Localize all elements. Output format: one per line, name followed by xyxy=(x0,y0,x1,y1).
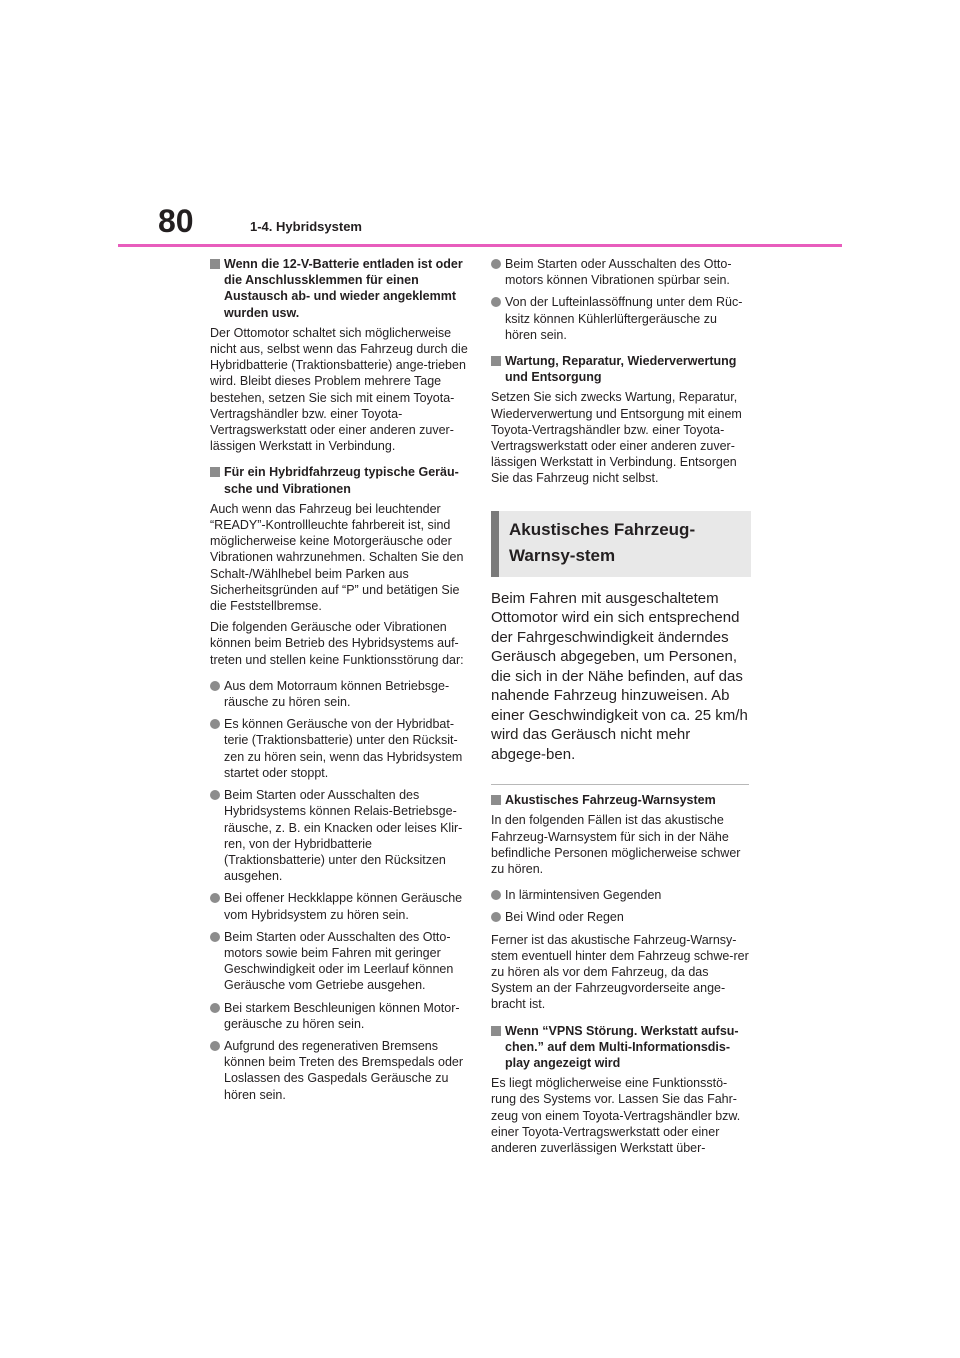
paragraph: Der Ottomotor schaltet sich möglicherweise nicht aus, selbst wenn das Fahrzeug durch die Hybridbatterie (Traktionsbatterie) ange-trieben wird. Bleibt dieses Problem mehrere Tage bestehen, setzen Sie sich mit einem Toyota-Vertragshändler bzw. einer Toyota-Vertragswerkstatt oder einer anderen zuver-lässigen Werkstatt in Verbindung. xyxy=(210,325,468,454)
square-bullet-icon xyxy=(491,356,501,366)
circle-bullet-icon xyxy=(491,890,501,900)
list-item-text: Beim Starten oder Ausschalten des Otto-motors können Vibrationen spürbar sein. xyxy=(505,257,732,288)
list-item xyxy=(491,256,749,288)
right-column xyxy=(491,256,749,1161)
heading-text: Für ein Hybridfahrzeug typische Geräu-sche und Vibrationen xyxy=(224,465,459,496)
list-item-text: Bei starkem Beschleunigen können Motor-geräusche zu hören sein. xyxy=(224,1000,460,1031)
heading-warning-system xyxy=(491,792,749,808)
paragraph: Die folgenden Geräusche oder Vibrationen können beim Betrieb des Hybridsystems auf-treten und stellen keine Funktionsstörung dar: xyxy=(210,620,464,667)
list-item xyxy=(210,787,468,884)
list-item-text: Aufgrund des regenerativen Bremsens können beim Treten des Bremspedals oder Loslassen des Gaspedals Geräusche zu hören sein. xyxy=(224,1038,464,1102)
list-item xyxy=(210,929,468,994)
heading-text: Akustisches Fahrzeug-Warnsystem xyxy=(505,793,716,808)
list-item xyxy=(210,1038,468,1103)
list-item-text: Bei Wind oder Regen xyxy=(505,910,624,925)
list-item-text: Von der Lufteinlassöffnung unter dem Rüc-ksitz können Kühlerlüftergeräusche zu hören sein. xyxy=(505,295,743,342)
circle-bullet-icon xyxy=(210,1041,220,1051)
heading-text: Wartung, Reparatur, Wiederverwertung und Entsorgung xyxy=(505,354,737,385)
list-item xyxy=(210,890,468,922)
square-bullet-icon xyxy=(210,259,220,269)
divider xyxy=(491,784,749,785)
paragraph: Auch wenn das Fahrzeug bei leuchtender “READY”-Kontrollleuchte fahrbereit ist, sind möglicherweise keine Motorgeräusche oder Vibrationen wahrzunehmen. Schalten Sie den Schalt-/Wählhebel beim Parken aus Sicherheitsgründen auf “P” und betätigen Sie die Feststellbremse. xyxy=(210,501,464,614)
circle-bullet-icon xyxy=(491,259,501,269)
circle-bullet-icon xyxy=(210,790,220,800)
circle-bullet-icon xyxy=(210,932,220,942)
circle-bullet-icon xyxy=(210,1003,220,1013)
list-item xyxy=(210,1000,468,1032)
circle-bullet-icon xyxy=(491,912,501,922)
circle-bullet-icon xyxy=(210,681,220,691)
paragraph: Setzen Sie sich zwecks Wartung, Reparatur, Wiederverwertung und Entsorgung mit einem Toyota-Vertragshändler bzw. einer Toyota-Vertragswerkstatt oder einer anderen zuver-lässigen Werkstatt in Verbindung. Entsorgen Sie das Fahrzeug nicht selbst. xyxy=(491,390,742,486)
list-item-text: Beim Starten oder Ausschalten des Hybridsystems können Relais-Betriebsge-räusche, z. B. ein Knacken oder leises Klir-ren, von der Hybridbatterie (Traktionsbatterie) unter den Rücksitzen ausgehen. xyxy=(224,788,463,884)
list-item xyxy=(210,716,468,781)
page-number: 80 xyxy=(158,203,194,239)
list-item-text: Es können Geräusche von der Hybridbat-terie (Traktionsbatterie) unter den Rücksit-zen zu hören sein, wenn das Hybridsystem startet oder stoppt. xyxy=(224,717,463,780)
left-column xyxy=(210,256,468,1109)
list-item-text: Aus dem Motorraum können Betriebsge-räusche zu hören sein. xyxy=(224,678,450,710)
paragraph: Es liegt möglicherweise eine Funktionsstö-rung des Systems vor. Lassen Sie das Fahr-zeug von einem Toyota-Vertragshändler bzw. einer Toyota-Vertragswerkstatt oder einer anderen zuverlässigen Werkstatt über- xyxy=(491,1076,741,1155)
heading-text: Wenn die 12-V-Batterie entladen ist oder die Anschlussklemmen für einen Austausch ab- und wieder angeklemmt wurden usw. xyxy=(224,257,463,320)
list-item xyxy=(491,909,749,925)
section-title: 1-4. Hybridsystem xyxy=(250,219,362,234)
paragraph: In den folgenden Fällen ist das akustische Fahrzeug-Warnsystem für sich in der Nähe befindliche Personen möglicherweise schwer zu hören. xyxy=(491,813,741,876)
list-item xyxy=(491,294,749,343)
circle-bullet-icon xyxy=(491,297,501,307)
circle-bullet-icon xyxy=(210,893,220,903)
header-divider xyxy=(118,244,842,247)
paragraph: Ferner ist das akustische Fahrzeug-Warnsy-stem eventuell hinter dem Fahrzeug schwe-rer zu hören als vor dem Fahrzeug, da das System an der Fahrzeugvorderseite ange-bracht ist. xyxy=(491,932,749,1012)
square-bullet-icon xyxy=(210,467,220,477)
heading-noises xyxy=(210,464,468,496)
list-item-text: Beim Starten oder Ausschalten des Otto-motors sowie beim Fahren mit geringer Geschwindigkeit oder im Leerlauf können Geräusche vom Getriebe ausgehen. xyxy=(224,929,454,993)
list-item xyxy=(210,678,468,710)
square-bullet-icon xyxy=(491,795,501,805)
heading-text: Wenn “VPNS Störung. Werkstatt aufsu-chen.” auf dem Multi-Informationsdis-play angezeigt wird xyxy=(505,1023,739,1070)
heading-battery xyxy=(210,256,468,321)
circle-bullet-icon xyxy=(210,719,220,729)
list-item-text: Bei offener Heckklappe können Geräusche vom Hybridsystem zu hören sein. xyxy=(224,891,463,922)
square-bullet-icon xyxy=(491,1026,501,1036)
intro-paragraph: Beim Fahren mit ausgeschaltetem Ottomotor wird ein sich entsprechend der Fahrgeschwindigkeit änderndes Geräusch abgegeben, um Personen, die sich in der Nähe befinden, auf das nahende Fahrzeug hinzuweisen. Ab einer Geschwindigkeit von ca. 25 km/h wird das Geräusch nicht mehr abgege-ben. xyxy=(491,589,748,763)
heading-vpns-fault xyxy=(491,1023,749,1072)
section-heading-box: Akustisches Fahrzeug-Warnsy-stem xyxy=(491,511,751,577)
heading-maintenance xyxy=(491,353,749,385)
list-item xyxy=(491,887,749,903)
list-item-text: In lärmintensiven Gegenden xyxy=(505,888,662,903)
